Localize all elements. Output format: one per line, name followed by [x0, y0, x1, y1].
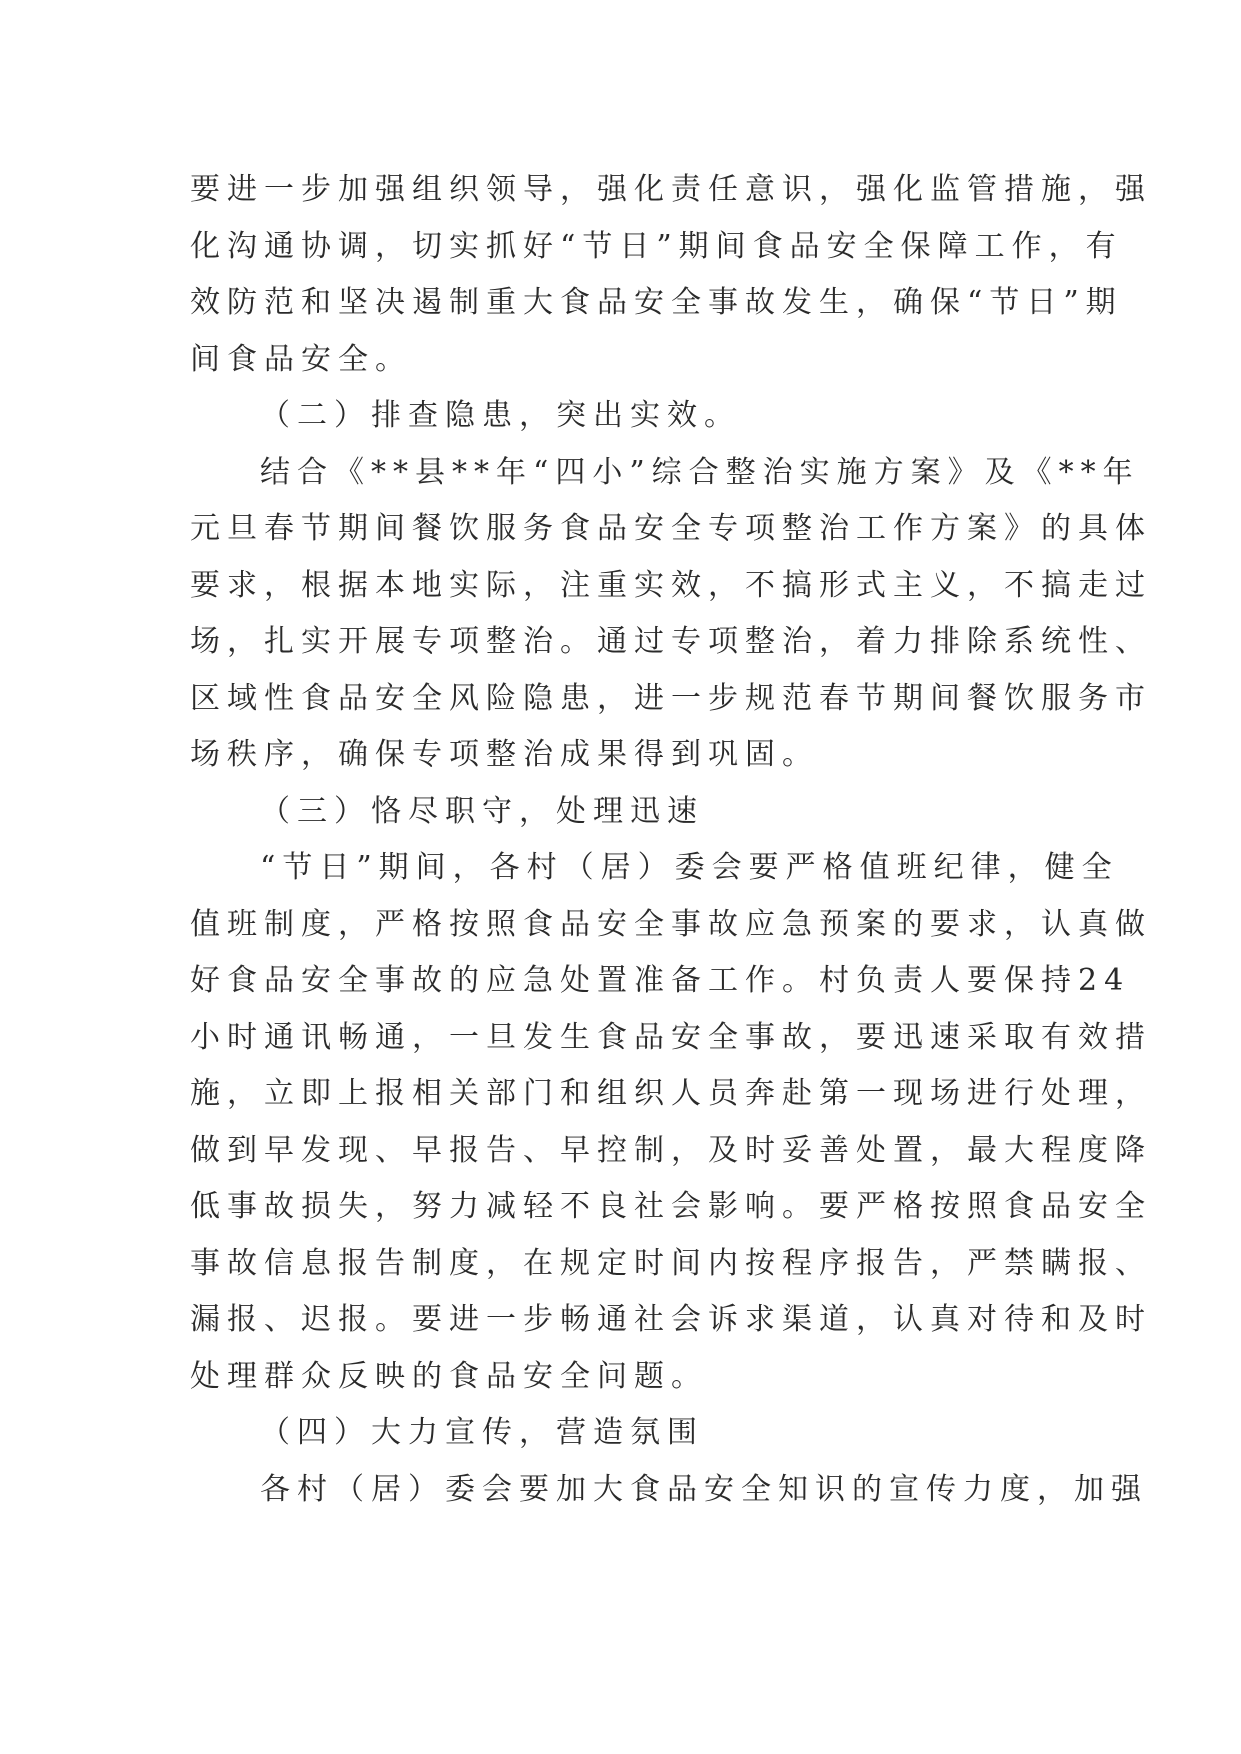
paragraph-line: 各村（居）委会要加大食品安全知识的宣传力度，加强: [260, 1471, 1148, 1507]
paragraph-line: 要进一步加强组织领导，强化责任意识，强化监管措施，强: [190, 172, 1152, 207]
paragraph-line: 事故信息报告制度，在规定时间内按程序报告，严禁瞒报、: [190, 1245, 1152, 1281]
paragraph-line: 场秩序，确保专项整治成果得到巩固。: [190, 737, 819, 772]
paragraph-line: 施，立即上报相关部门和组织人员奔赴第一现场进行处理，: [190, 1076, 1152, 1111]
paragraph-line: 漏报、迟报。要进一步畅通社会诉求渠道，认真对待和及时: [190, 1302, 1152, 1337]
paragraph-line: 小时通讯畅通，一旦发生食品安全事故，要迅速采取有效措: [190, 1019, 1152, 1055]
section-heading-4: （四）大力宣传，营造氛围: [260, 1415, 704, 1450]
paragraph-line: 场，扎实开展专项整治。通过专项整治，着力排除系统性、: [190, 624, 1152, 659]
paragraph-line: 好食品安全事故的应急处置准备工作。村负责人要保持24: [190, 963, 1131, 998]
paragraph-line: 处理群众反映的食品安全问题。: [190, 1358, 708, 1394]
paragraph-line: 元旦春节期间餐饮服务食品安全专项整治工作方案》的具体: [190, 511, 1152, 546]
paragraph-line: 要求，根据本地实际，注重实效，不搞形式主义，不搞走过: [190, 567, 1152, 603]
paragraph-line: 区域性食品安全风险隐患，进一步规范春节期间餐饮服务市: [190, 680, 1152, 716]
paragraph-line: 间食品安全。: [190, 341, 412, 377]
paragraph-line: 低事故损失，努力减轻不良社会影响。要严格按照食品安全: [190, 1189, 1152, 1224]
section-heading-3: （三）恪尽职守，处理迅速: [260, 793, 704, 829]
paragraph-line: 值班制度，严格按照食品安全事故应急预案的要求，认真做: [190, 906, 1152, 942]
paragraph-line: “节日”期间，各村（居）委会要严格值班纪律，健全: [260, 850, 1119, 885]
paragraph-line: 做到早发现、早报告、早控制，及时妥善处置，最大程度降: [190, 1132, 1152, 1168]
paragraph-line: 结合《**县**年“四小”综合整治实施方案》及《**年: [260, 454, 1140, 490]
paragraph-line: 效防范和坚决遏制重大食品安全事故发生，确保“节日”期: [190, 285, 1123, 320]
paragraph-line: 化沟通协调，切实抓好“节日”期间食品安全保障工作，有: [190, 228, 1123, 264]
document-body: [190, 162, 1152, 1518]
section-heading-2: （二）排查隐患，突出实效。: [260, 398, 741, 433]
